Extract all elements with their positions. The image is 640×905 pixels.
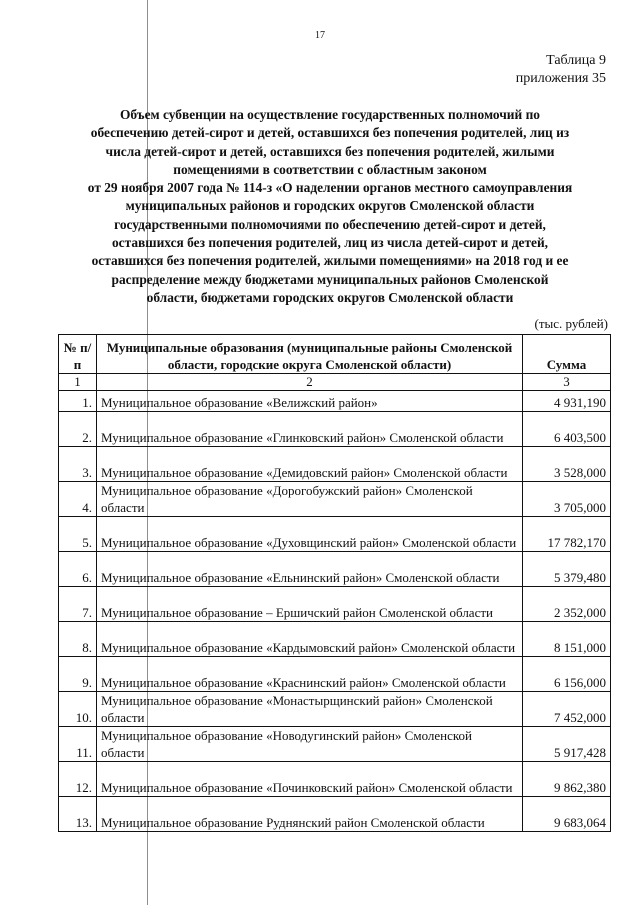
page-number: 17 (315, 30, 325, 41)
table-row (59, 552, 611, 587)
row-number: 4. (59, 482, 97, 517)
title-line: распределение между бюджетами муниципальных районов Смоленской (111, 271, 549, 287)
table-body (59, 374, 611, 832)
title-line: государственными полномочиями по обеспечению детей-сирот и детей, (114, 216, 546, 232)
row-sum: 9 683,064 (523, 797, 611, 832)
row-number: 3. (59, 447, 97, 482)
column-number-row (59, 374, 611, 391)
table-row (59, 797, 611, 832)
table-row (59, 482, 611, 517)
row-municipality: Муниципальное образование «Ельнинский район» Смоленской области (97, 552, 523, 587)
title-line: числа детей-сирот и детей, оставшихся без попечения родителей, жилыми (105, 143, 555, 159)
row-sum: 9 862,380 (523, 762, 611, 797)
table-row (59, 517, 611, 552)
row-number: 6. (59, 552, 97, 587)
allocation-table (58, 334, 611, 832)
row-municipality: Муниципальное образование «Глинковский район» Смоленской области (97, 412, 523, 447)
unit-note: (тыс. рублей) (534, 316, 608, 331)
column-number: 3 (523, 374, 611, 391)
document-title (40, 106, 620, 307)
row-municipality: Муниципальное образование – Ершичский район Смоленской области (97, 587, 523, 622)
row-number: 11. (59, 727, 97, 762)
title-line: оставшихся без попечения родителей, жилыми помещениями» на 2018 год и ее (91, 253, 569, 269)
table-reference (516, 52, 606, 88)
row-sum: 17 782,170 (523, 517, 611, 552)
row-sum: 4 931,190 (523, 391, 611, 412)
header-sum: Сумма (523, 335, 611, 374)
row-number: 7. (59, 587, 97, 622)
row-municipality: Муниципальное образование «Дорогобужский район» Смоленской области (97, 482, 523, 517)
row-sum: 3 705,000 (523, 482, 611, 517)
row-sum: 2 352,000 (523, 587, 611, 622)
table-row (59, 587, 611, 622)
header-municipality: Муниципальные образования (муниципальные районы Смоленской области, городские округа Смоленской области) (97, 335, 523, 374)
row-number: 2. (59, 412, 97, 447)
row-sum: 7 452,000 (523, 692, 611, 727)
row-number: 1. (59, 391, 97, 412)
row-number: 8. (59, 622, 97, 657)
table-ref-line: Таблица 9 (546, 53, 606, 68)
table-row (59, 692, 611, 727)
row-municipality: Муниципальное образование «Демидовский район» Смоленской области (97, 447, 523, 482)
table-row (59, 391, 611, 412)
row-sum: 6 156,000 (523, 657, 611, 692)
title-line: области, бюджетами городских округов Смоленской области (146, 289, 514, 305)
row-municipality: Муниципальное образование «Монастырщинский район» Смоленской области (97, 692, 523, 727)
column-number: 2 (97, 374, 523, 391)
title-line: Объем субвенции на осуществление государственных полномочий по (120, 107, 540, 122)
header-number: № п/п (59, 335, 97, 374)
table-row (59, 622, 611, 657)
row-number: 12. (59, 762, 97, 797)
row-sum: 5 379,480 (523, 552, 611, 587)
table-row (59, 412, 611, 447)
title-line: от 29 ноября 2007 года № 114-з «О наделении органов местного самоуправления (87, 180, 573, 196)
row-municipality: Муниципальное образование «Велижский район» (97, 391, 523, 412)
row-sum: 8 151,000 (523, 622, 611, 657)
row-municipality: Муниципальное образование «Духовщинский район» Смоленской области (97, 517, 523, 552)
table-header-row (59, 335, 611, 374)
title-line: помещениями в соответствии с областным законом (173, 161, 487, 177)
row-sum: 5 917,428 (523, 727, 611, 762)
table-row (59, 657, 611, 692)
title-line: обеспечению детей-сирот и детей, оставшихся без попечения родителей, лиц из (90, 125, 570, 141)
row-sum: 3 528,000 (523, 447, 611, 482)
row-municipality: Муниципальное образование «Краснинский район» Смоленской области (97, 657, 523, 692)
row-number: 10. (59, 692, 97, 727)
column-number: 1 (59, 374, 97, 391)
row-number: 9. (59, 657, 97, 692)
row-municipality: Муниципальное образование «Починковский район» Смоленской области (97, 762, 523, 797)
row-number: 13. (59, 797, 97, 832)
table-ref-line: приложения 35 (515, 71, 606, 86)
row-sum: 6 403,500 (523, 412, 611, 447)
table-row (59, 727, 611, 762)
table-row (59, 447, 611, 482)
title-line: оставшихся без попечения родителей, лиц из числа детей-сирот и детей, (111, 235, 549, 251)
title-line: муниципальных районов и городских округов Смоленской области (125, 198, 535, 214)
table-row (59, 762, 611, 797)
row-municipality: Муниципальное образование «Новодугинский район» Смоленской области (97, 727, 523, 762)
row-municipality: Муниципальное образование Руднянский район Смоленской области (97, 797, 523, 832)
row-number: 5. (59, 517, 97, 552)
row-municipality: Муниципальное образование «Кардымовский район» Смоленской области (97, 622, 523, 657)
